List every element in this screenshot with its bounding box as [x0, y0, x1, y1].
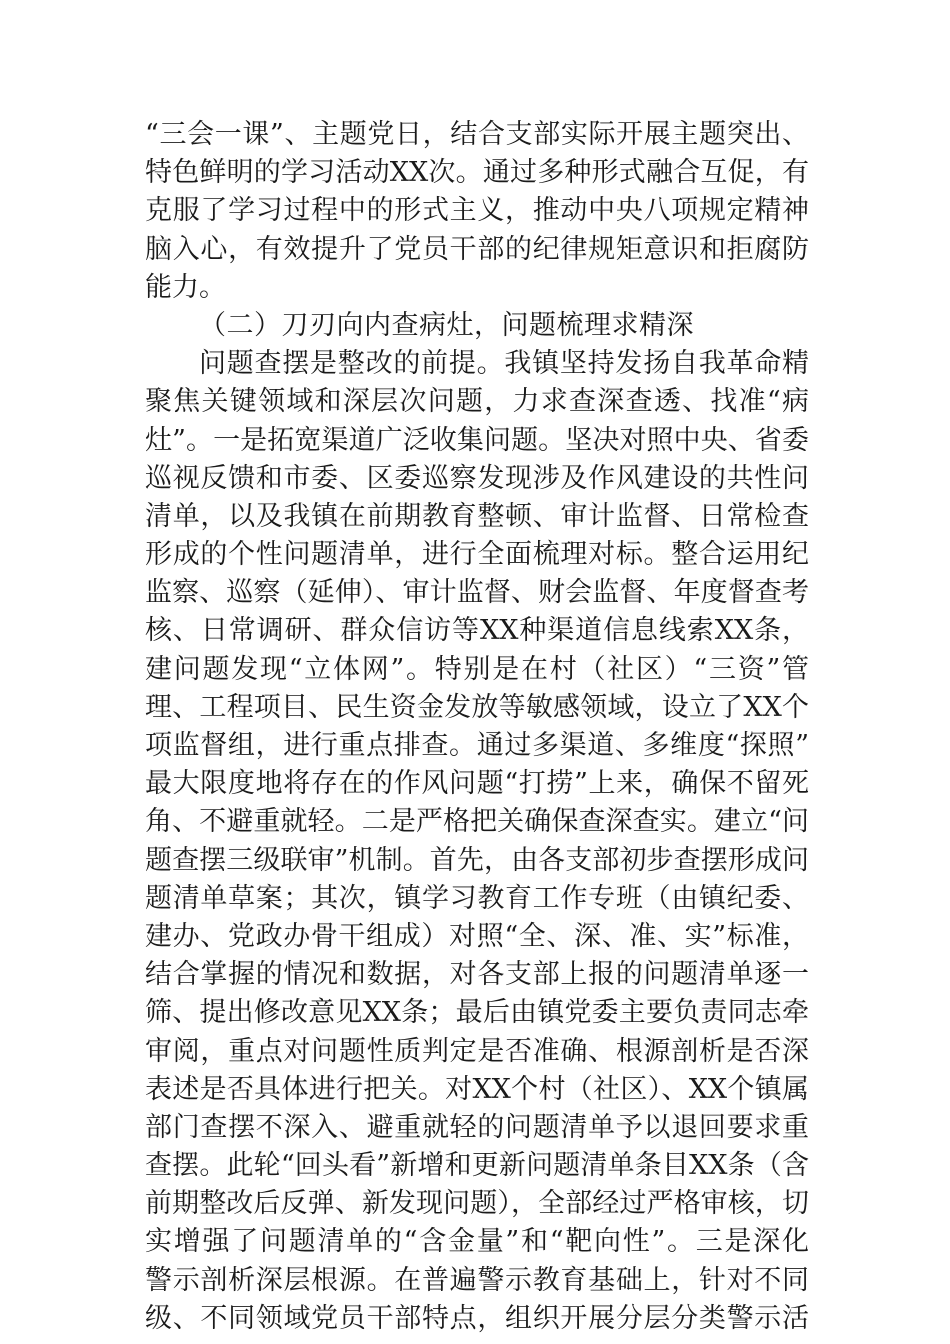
text-line: 特色鲜明的学习活动XX次。通过多种形式融合互促，有: [145, 157, 809, 189]
text-line: 级、不同领域党员干部特点，组织开展分层分类警示活: [145, 1302, 809, 1334]
text-line: 前期整改后反弹、新发现问题），全部经过严格审核，切: [145, 1188, 809, 1220]
text-line: 形成的个性问题清单，进行全面梳理对标。整合运用纪: [145, 539, 809, 571]
text-line: “三会一课”、主题党日，结合支部实际开展主题突出、: [145, 119, 809, 150]
text-line: 巡视反馈和市委、区委巡察发现涉及作风建设的共性问: [145, 462, 809, 494]
text-line: 清单，以及我镇在前期教育整顿、审计监督、日常检查: [145, 500, 809, 532]
text-line: 警示剖析深层根源。在普遍警示教育基础上，针对不同: [145, 1264, 809, 1296]
text-line: 理、工程项目、民生资金发放等敏感领域，设立了XX个: [145, 691, 809, 723]
text-line: 项监督组，进行重点排查。通过多渠道、多维度“探照”: [145, 730, 809, 761]
text-line: 筛、提出修改意见XX条；最后由镇党委主要负责同志牵: [145, 997, 809, 1029]
text-line: 脑入心，有效提升了党员干部的纪律规矩意识和拒腐防: [145, 233, 809, 265]
text-line: 角、不避重就轻。二是严格把关确保查深查实。建立“问: [145, 806, 809, 838]
text-line: 最大限度地将存在的作风问题“打捞”上来，确保不留死: [145, 768, 809, 800]
text-line: 监察、巡察（延伸）、审计监督、财会监督、年度督查考: [145, 577, 809, 609]
text-line: 建办、党政办骨干组成）对照“全、深、准、实”标准，: [145, 920, 809, 952]
text-line: 题查摆三级联审”机制。首先，由各支部初步查摆形成问: [145, 844, 809, 876]
text-line: 能力。: [145, 271, 226, 303]
text-line: 实增强了问题清单的“含金量”和“靶向性”。三是深化: [145, 1226, 809, 1258]
text-line: 聚焦关键领域和深层次问题，力求查深查透、找准“病: [145, 386, 809, 418]
text-line: 题清单草案；其次，镇学习教育工作专班（由镇纪委、: [145, 882, 809, 914]
body-text: [145, 116, 809, 1338]
text-line: 核、日常调研、群众信访等XX种渠道信息线索XX条，: [145, 615, 809, 647]
text-line: 问题查摆是整改的前提。我镇坚持发扬自我革命精: [199, 348, 809, 380]
text-line: 建问题发现“立体网”。特别是在村（社区）“三资”管: [145, 653, 809, 685]
text-line: 查摆。此轮“回头看”新增和更新问题清单条目XX条（含: [145, 1150, 809, 1182]
text-line: 结合掌握的情况和数据，对各支部上报的问题清单逐一: [145, 959, 809, 991]
text-line: 表述是否具体进行把关。对XX个村（社区）、XX个镇属: [145, 1073, 809, 1105]
text-line: 灶”。一是拓宽渠道广泛收集问题。坚决对照中央、省委: [145, 424, 809, 456]
section-heading: （二）刀刃向内查病灶，问题梳理求精深: [199, 309, 694, 341]
text-line: 克服了学习过程中的形式主义，推动中央八项规定精神: [145, 195, 809, 227]
text-line: 审阅，重点对问题性质判定是否准确、根源剖析是否深: [145, 1035, 809, 1067]
text-line: 部门查摆不深入、避重就轻的问题清单予以退回要求重: [145, 1111, 809, 1143]
